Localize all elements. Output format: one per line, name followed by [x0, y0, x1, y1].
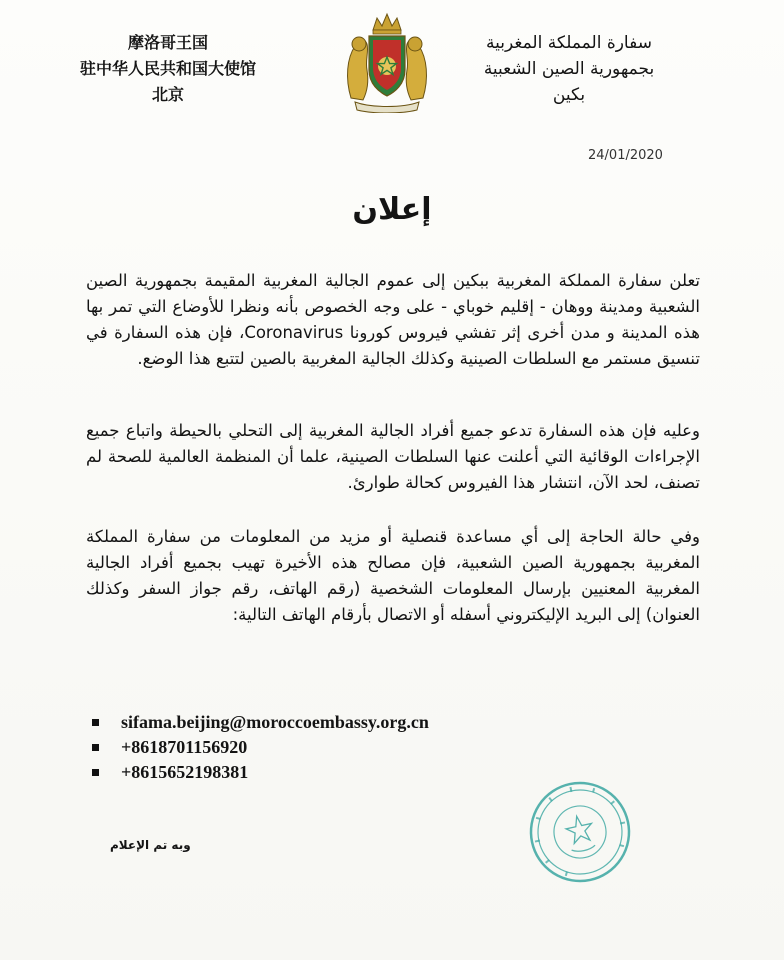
chinese-letterhead [48, 30, 288, 108]
contact-phone-1[interactable] [92, 735, 429, 760]
document-date: 24/01/2020 [588, 148, 663, 163]
bullet-icon [92, 744, 99, 751]
closing-line: وبه تم الإعلام [110, 838, 191, 852]
contact-phone-1-text[interactable]: +8618701156920 [121, 737, 248, 757]
arabic-letterhead-line-2: بجمهورية الصين الشعبية [483, 59, 655, 79]
announcement-title: إعلان [352, 192, 432, 227]
chinese-letterhead-line-2: 驻中华人民共和国大使馆 [79, 59, 256, 78]
paragraph-1: تعلن سفارة المملكة المغربية ببكين إلى عموم الجالية المغربية المقيمة بجمهورية الصين الشعبية ومدينة ووهان - إقليم خوباي - على وجه الخصوص بأنه ونظرا للأوضاع التي تمر بها هذه المدينة و مدن أخرى إثر تفشي فيروس كورونا Coronavirus، فإن هذه السفارة في تنسيق مستمر مع السلطات الصينية وكذلك الجالية المغربية بالصين لتتبع هذا الوضع. [86, 271, 700, 368]
contact-phone-2[interactable] [92, 760, 429, 785]
embassy-seal-stamp-icon [518, 770, 641, 893]
contact-email-text[interactable]: sifama.beijing@moroccoembassy.org.cn [121, 712, 429, 732]
chinese-letterhead-line-1: 摩洛哥王国 [127, 33, 208, 52]
bullet-icon [92, 769, 99, 776]
paragraph-3: وفي حالة الحاجة إلى أي مساعدة قنصلية أو مزيد من المعلومات من سفارة المملكة المغربية بجمهورية الصين الشعبية، فإن مصالح هذه الأخيرة تهيب بجميع أفراد الجالية المغربية المعنيين بإرسال المعلومات الشخصية (رقم الهاتف، رقم جواز السفر وكذلك العنوان) إلى البريد الإليكتروني أسفله أو الاتصال بأرقام الهاتف التالية: [86, 527, 700, 624]
paragraph-2: وعليه فإن هذه السفارة تدعو جميع أفراد الجالية المغربية إلى التحلي بالحيطة واتباع جميع الإجراءات الوقائية التي أعلنت عنها السلطات الصينية، علما أن المنظمة العالمية للصحة لم تصنف، لحد الآن، انتشار هذا الفيروس كحالة طوارئ. [86, 421, 700, 492]
arabic-letterhead-line-1: سفارة المملكة المغربية [486, 33, 652, 53]
arabic-letterhead [454, 30, 684, 108]
chinese-letterhead-line-3: 北京 [151, 85, 184, 104]
contact-phone-2-text[interactable]: +8615652198381 [121, 762, 249, 782]
arabic-letterhead-line-3: بكين [552, 85, 586, 105]
bullet-icon [92, 719, 99, 726]
moroccan-coat-of-arms-icon [337, 8, 437, 113]
contact-list [92, 710, 429, 785]
contact-email[interactable] [92, 710, 429, 735]
